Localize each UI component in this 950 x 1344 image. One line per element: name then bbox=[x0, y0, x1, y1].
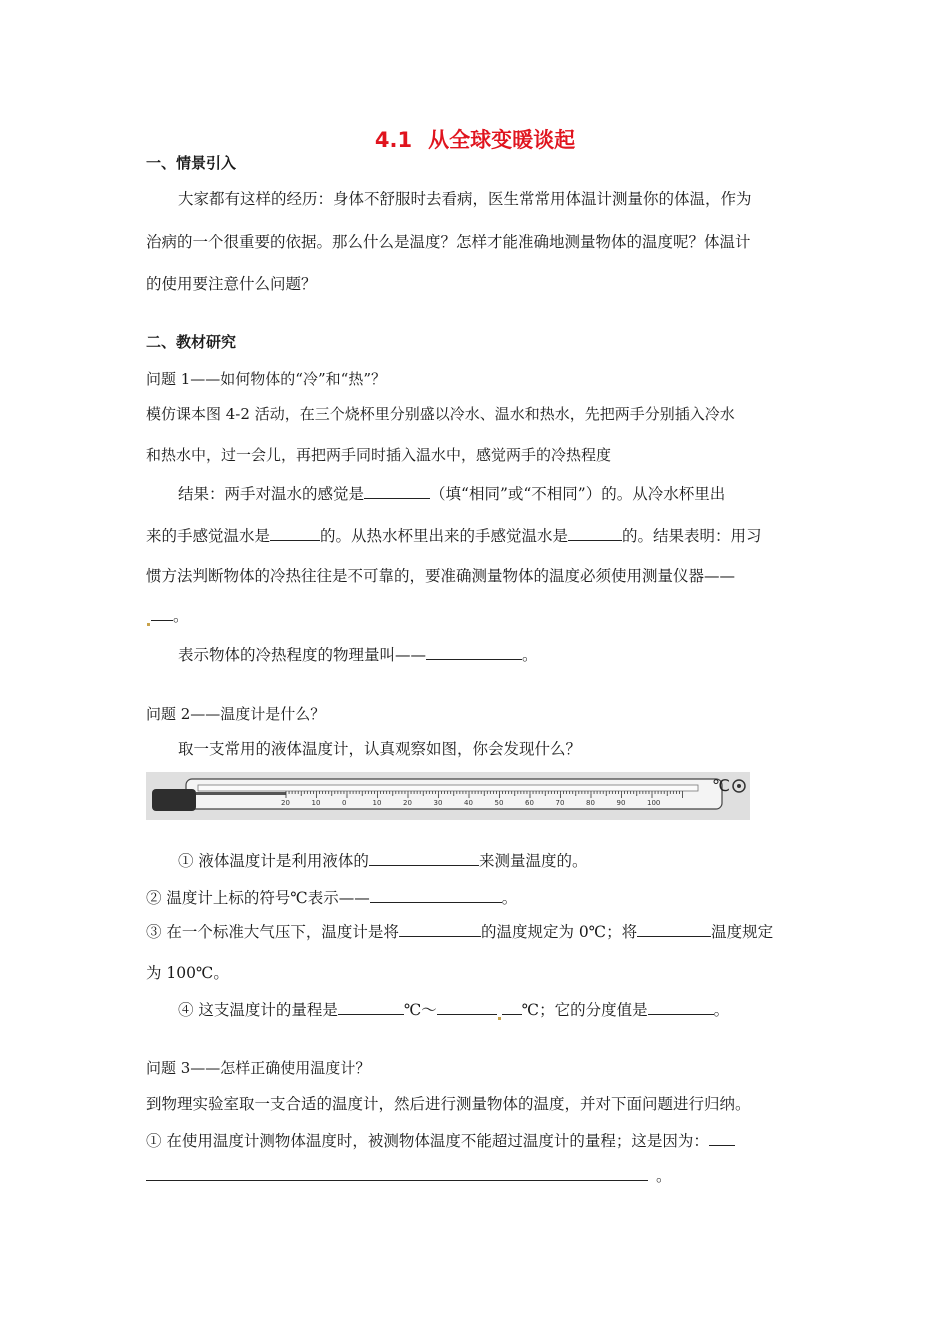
section2-heading: 二、教材研究 bbox=[146, 333, 237, 351]
blank-hot-hand[interactable] bbox=[568, 524, 622, 541]
question1-title: 问题 1——如何物体的“冷”和“热”？ bbox=[146, 370, 386, 388]
intro-line-2: 治病的一个很重要的依据。那么什么是温度？怎样才能准确地测量物体的温度呢？体温计 bbox=[146, 233, 751, 251]
activity-line-2: 和热水中，过一会儿，再把两手同时插入温水中，感觉两手的冷热程度 bbox=[146, 446, 612, 464]
blank-physical-quantity[interactable] bbox=[426, 643, 522, 660]
page-title bbox=[0, 124, 950, 154]
question3-intro: 到物理实验室取一支合适的温度计，然后进行测量物体的温度，并对下面问题进行归纳。 bbox=[146, 1095, 751, 1113]
print-speck bbox=[147, 623, 150, 626]
thermometer-scale-label: 80 bbox=[586, 799, 595, 807]
thermometer-scale-label: 10 bbox=[311, 799, 321, 807]
q2-item4: ④ 这支温度计的量程是 ℃～ ℃；它的分度值是 。 bbox=[178, 998, 729, 1020]
blank-range-max[interactable] bbox=[437, 998, 497, 1015]
q2-item1: ① 液体温度计是利用液体的 来测量温度的。 bbox=[178, 849, 587, 871]
thermometer-scale-label: 50 bbox=[494, 799, 504, 807]
blank-range-min[interactable] bbox=[338, 998, 404, 1015]
blank-reason[interactable] bbox=[146, 1164, 648, 1181]
intro-line-1: 大家都有这样的经历：身体不舒服时去看病，医生常常用体温计测量你的体温，作为 bbox=[178, 190, 752, 208]
thermometer-scale-label: 100 bbox=[647, 799, 661, 807]
question2-intro: 取一支常用的液体温度计，认真观察如图，你会发现什么？ bbox=[178, 740, 582, 758]
thermometer-scale-label: 20 bbox=[281, 799, 290, 807]
blank-same-or-not[interactable] bbox=[364, 482, 430, 499]
blank-hundred-point[interactable] bbox=[637, 920, 711, 937]
thermometer-scale-label: 70 bbox=[555, 799, 565, 807]
result-line-1: 结果：两手对温水的感觉是 （填“相同”或“不相同”）的。从冷水杯里出 bbox=[178, 482, 725, 504]
blank-reason-start[interactable] bbox=[709, 1129, 735, 1146]
result-line-3: 惯方法判断物体的冷热往往是不可靠的，要准确测量物体的温度必须使用测量仪器—— bbox=[146, 567, 736, 585]
title-number: 4.1 bbox=[374, 128, 413, 152]
blank-division-value[interactable] bbox=[648, 998, 714, 1015]
blank-instrument[interactable] bbox=[151, 604, 173, 621]
thermometer-scale-label: 0 bbox=[342, 799, 347, 807]
intro-line-3: 的使用要注意什么问题？ bbox=[146, 275, 317, 293]
q3-item1-answer-line: 。 bbox=[146, 1164, 672, 1186]
thermometer-scale-label: 60 bbox=[525, 799, 534, 807]
thermometer-scale-label: 30 bbox=[433, 799, 443, 807]
activity-line-1: 模仿课本图 4-2 活动，在三个烧杯里分别盛以冷水、温水和热水，先把两手分别插入冷水 bbox=[146, 405, 735, 423]
thermometer-scale-label: 40 bbox=[464, 799, 473, 807]
section1-heading: 一、情景引入 bbox=[146, 154, 237, 172]
question3-title: 问题 3——怎样正确使用温度计？ bbox=[146, 1059, 371, 1077]
q2-item3: ③ 在一个标准大气压下，温度计是将 的温度规定为 0℃；将 温度规定 bbox=[146, 920, 773, 942]
thermometer-image bbox=[146, 772, 750, 820]
thermometer-scale-label: 10 bbox=[372, 799, 382, 807]
q2-item2: ② 温度计上标的符号℃表示—— 。 bbox=[146, 886, 517, 908]
thermometer-unit: ℃ bbox=[712, 776, 730, 795]
result-line-4: 。 bbox=[146, 604, 189, 626]
result-line-2: 来的手感觉温水是 的。从热水杯里出来的手感觉温水是 的。结果表明：用习 bbox=[146, 524, 762, 546]
physics-line: 表示物体的冷热程度的物理量叫—— 。 bbox=[178, 643, 538, 665]
thermometer-scale-label: 20 bbox=[403, 799, 412, 807]
q3-item1: ① 在使用温度计测物体温度时，被测物体温度不能超过温度计的量程；这是因为： bbox=[146, 1129, 735, 1151]
blank-zero-point[interactable] bbox=[399, 920, 481, 937]
blank-liquid-property[interactable] bbox=[369, 849, 479, 866]
q2-item3-cont: 为 100℃。 bbox=[146, 964, 229, 982]
blank-cold-hand[interactable] bbox=[270, 524, 320, 541]
blank-celsius-meaning[interactable] bbox=[370, 886, 502, 903]
title-text: 从全球变暖谈起 bbox=[428, 128, 576, 152]
question2-title: 问题 2——温度计是什么？ bbox=[146, 705, 326, 723]
thermometer-scale-label: 90 bbox=[616, 799, 626, 807]
